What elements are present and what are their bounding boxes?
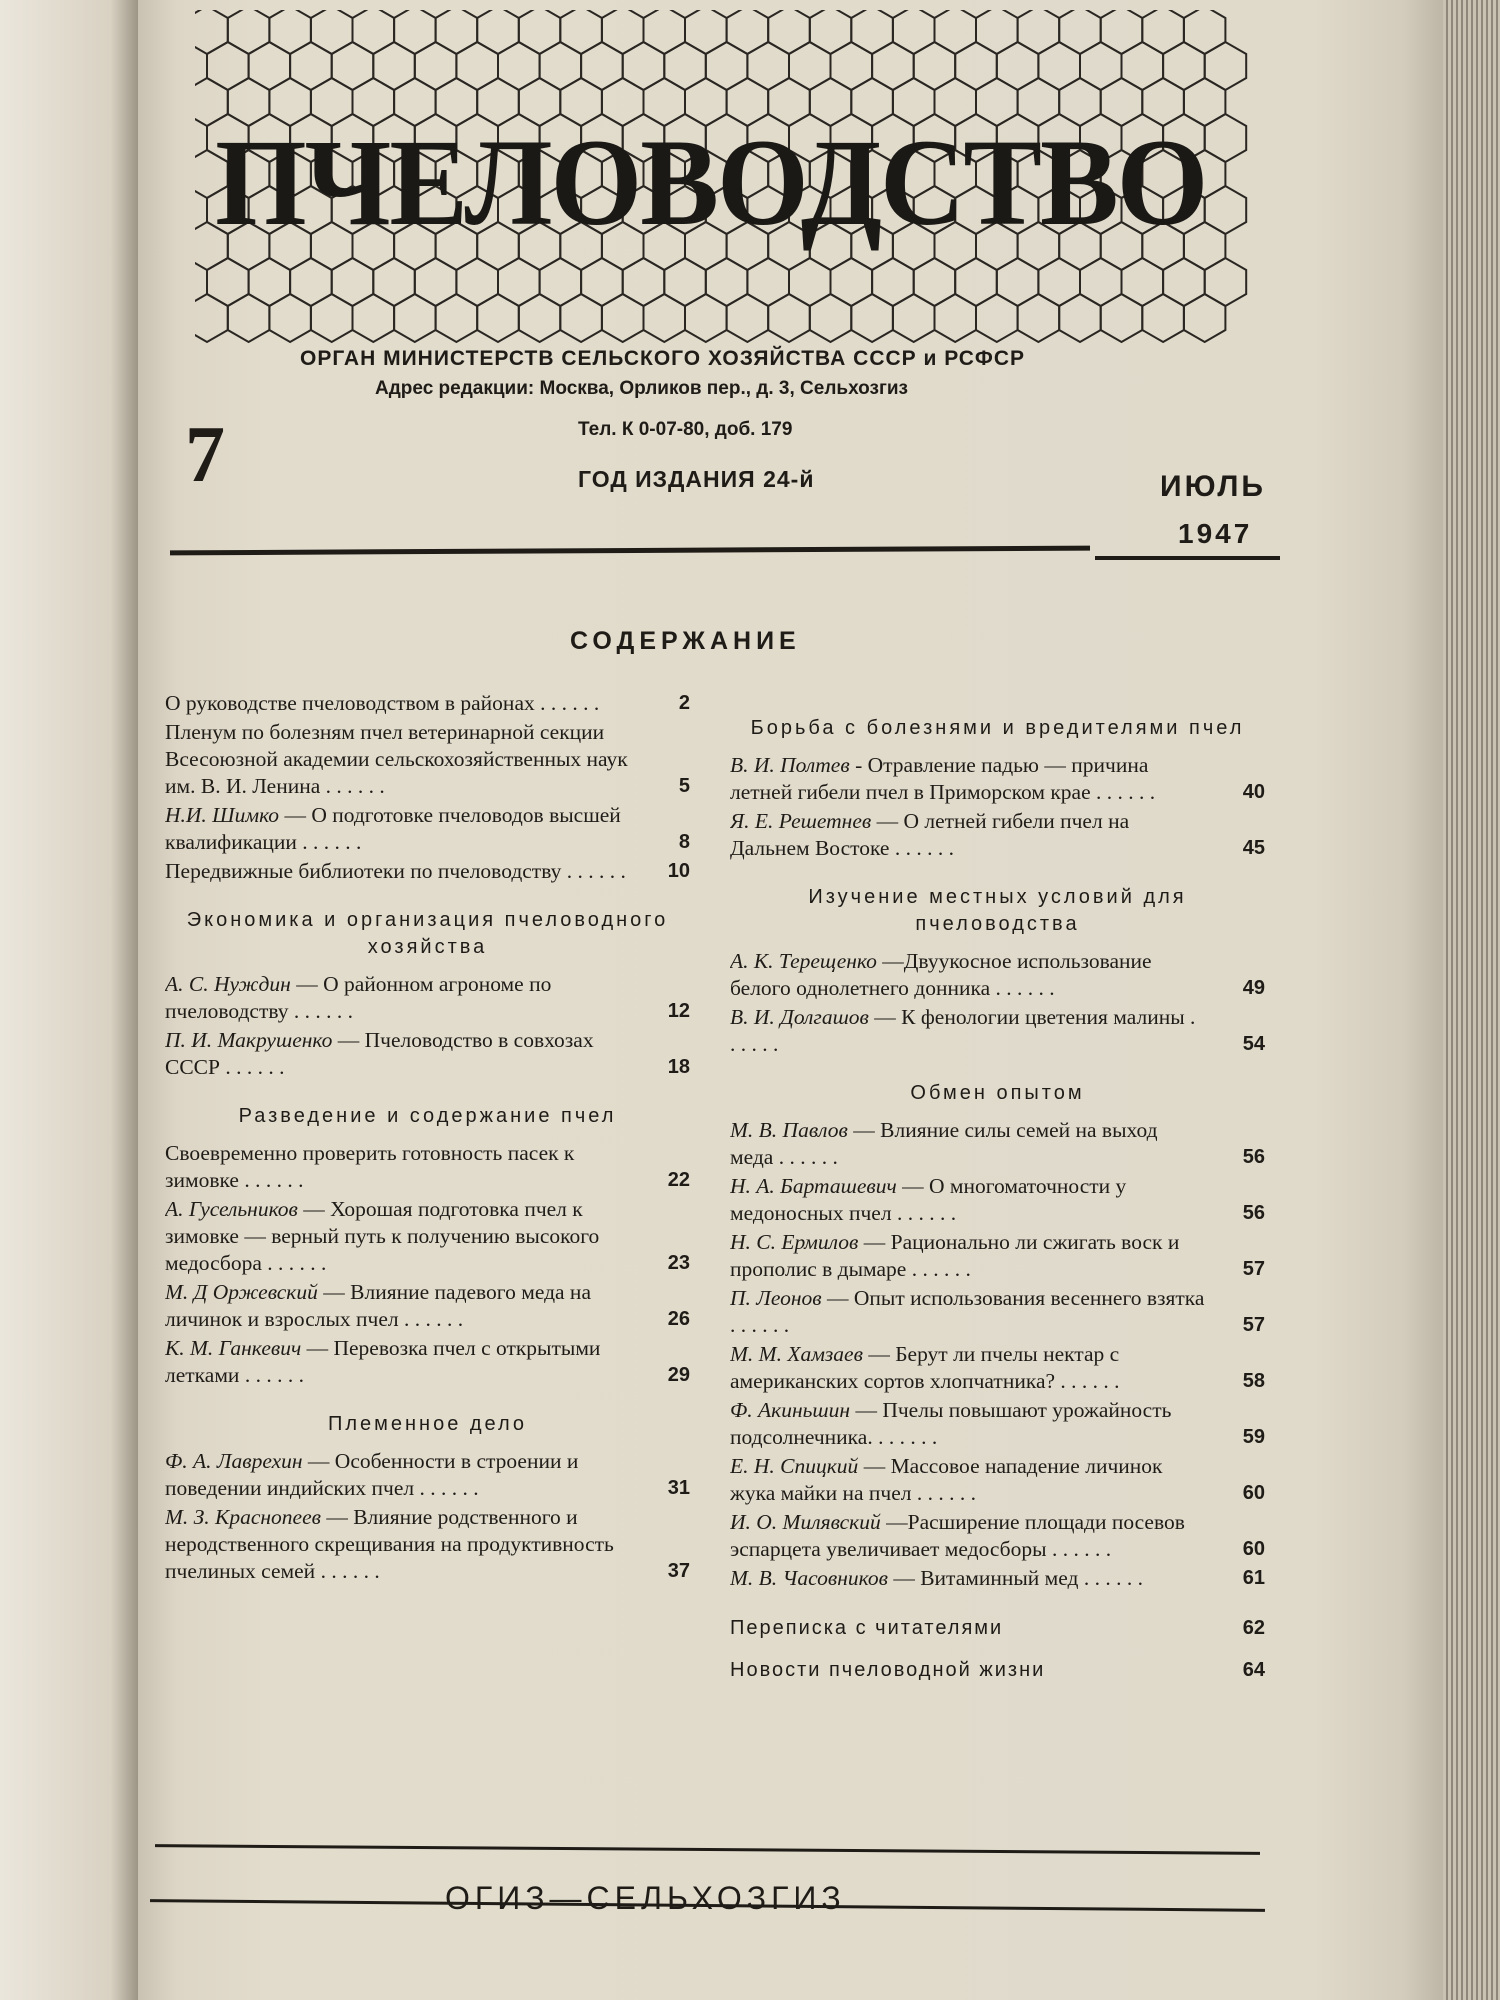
- issue-month: ИЮЛЬ: [1160, 470, 1266, 503]
- honeycomb-cell: [373, 258, 415, 306]
- honeycomb-cell: [498, 42, 540, 90]
- honeycomb-cell: [602, 294, 644, 342]
- honeycomb-cell: [810, 10, 852, 54]
- honeycomb-cell: [1059, 10, 1101, 54]
- publisher-organ: ОРГАН МИНИСТЕРСТВ СЕЛЬСКОГО ХОЗЯЙСТВА СССР и РСФСР: [300, 347, 1025, 370]
- honeycomb-cell: [935, 10, 977, 54]
- contents-entry: [730, 1565, 1265, 1592]
- honeycomb-cell: [540, 42, 582, 90]
- entry-author: Ф. А. Лаврехин: [165, 1449, 303, 1473]
- entry-page: 2: [678, 692, 690, 714]
- entry-author: Н. С. Ермилов: [730, 1230, 859, 1254]
- journal-title: ПЧЕЛОВОДСТВО: [215, 113, 1207, 252]
- honeycomb-cell: [747, 258, 789, 306]
- honeycomb-cell: [644, 10, 686, 54]
- entry-page: 57: [1242, 1258, 1265, 1280]
- honeycomb-cell: [1122, 258, 1164, 306]
- honeycomb-cell: [976, 10, 1018, 54]
- honeycomb-cell: [1205, 114, 1247, 162]
- honeycomb-cell: [768, 294, 810, 342]
- honeycomb-cell: [623, 258, 665, 306]
- contents-entry: [730, 1285, 1265, 1339]
- honeycomb-cell: [1184, 294, 1226, 342]
- entry-title: — Особенности в строении и поведении индийских пчел: [165, 1449, 579, 1500]
- honeycomb-cell: [1101, 294, 1143, 342]
- entry-title: — Пчеловодство в совхозах СССР: [165, 1028, 594, 1079]
- honeycomb-cell: [456, 258, 498, 306]
- issue-year: 1947: [1178, 518, 1253, 549]
- entry-title: — О подготовке пчеловодов высшей квалификации: [165, 803, 621, 854]
- entry-title: — Хорошая подготовка пчел к зимовке — верный путь к получению высокого медосбора: [165, 1197, 600, 1275]
- contents-entry: [165, 690, 690, 717]
- contents-entry: [165, 719, 690, 800]
- entry-text: [165, 1279, 630, 1333]
- section-heading-economics: Экономика и организация пчеловодного хозяйства: [186, 909, 669, 958]
- contents-entry: [730, 808, 1265, 862]
- entry-text: [730, 1509, 1205, 1563]
- entry-title: — К фенологии цветения малины: [874, 1005, 1185, 1029]
- entry-leader-dots: . . . . . .: [1046, 1537, 1112, 1561]
- entry-text: [730, 1004, 1205, 1058]
- honeycomb-cell: [685, 10, 727, 54]
- entry-author: М. В. Павлов: [730, 1118, 848, 1142]
- section-heading-diseases: Борьба с болезнями и вредителями пчел: [750, 717, 1245, 739]
- section-heading-breeding: Разведение и содержание пчел: [238, 1105, 617, 1127]
- entry-title: — О летней гибели пчел на Дальнем Востоке: [730, 809, 1130, 860]
- honeycomb-cell: [727, 10, 769, 54]
- entry-leader-dots: . . . . . .: [872, 1425, 938, 1449]
- contents-entry: [730, 1509, 1265, 1563]
- honeycomb-cell: [353, 10, 395, 54]
- honeycomb-cell: [1142, 10, 1184, 54]
- contents-entry: [165, 971, 690, 1025]
- honeycomb-cell: [872, 42, 914, 90]
- contents-left-column: [165, 690, 690, 1587]
- entry-text: [730, 1565, 1205, 1592]
- entry-title: О руководстве пчеловодством в районах: [165, 691, 535, 715]
- honeycomb-cell: [581, 258, 623, 306]
- entry-leader-dots: . . . . . .: [1055, 1369, 1120, 1393]
- honeycomb-cell: [228, 294, 270, 342]
- honeycomb-cell: [477, 294, 519, 342]
- entry-text: [165, 1448, 630, 1502]
- entry-text: [730, 1285, 1205, 1339]
- year-of-publication: ГОД ИЗДАНИЯ 24-й: [578, 466, 815, 492]
- contents-entry: [165, 1279, 690, 1333]
- honeycomb-cell: [831, 42, 873, 90]
- contents-entry: [730, 1173, 1265, 1227]
- entry-leader-dots: . . . . . .: [239, 1363, 304, 1387]
- honeycomb-cell: [456, 42, 498, 90]
- honeycomb-cell: [353, 294, 395, 342]
- entry-leader-dots: . . . . . .: [238, 1168, 304, 1192]
- entry-page: 60: [1242, 1538, 1265, 1560]
- honeycomb-cell: [269, 294, 311, 342]
- honeycomb-cell: [519, 10, 561, 54]
- entry-leader-dots: . . . . . .: [773, 1145, 838, 1169]
- entry-leader-dots: . . . . . .: [990, 976, 1055, 1000]
- honeycomb-cell: [560, 294, 602, 342]
- entry-page: 8: [678, 831, 690, 853]
- section-heading-exchange: Обмен опытом: [910, 1082, 1085, 1104]
- honeycomb-cell: [477, 10, 519, 54]
- entry-text: [730, 1397, 1205, 1451]
- honeycomb-cell: [207, 42, 249, 90]
- entry-page: 23: [667, 1252, 690, 1274]
- contents-entry: [165, 1140, 690, 1194]
- entry-page: 12: [667, 1000, 690, 1022]
- honeycomb-cell: [747, 42, 789, 90]
- entry-leader-dots: . . . . . .: [315, 1559, 380, 1583]
- entry-author: М. З. Краснопеев: [165, 1505, 321, 1529]
- contents-entry: [165, 858, 690, 885]
- contents-entry: [165, 802, 690, 856]
- honeycomb-cell: [1038, 258, 1080, 306]
- honeycomb-cell: [1142, 294, 1184, 342]
- honeycomb-cell: [664, 258, 706, 306]
- honeycomb-cell: [581, 42, 623, 90]
- entry-author: Ф. Акиньшин: [730, 1398, 851, 1422]
- facing-page-edge: [0, 0, 138, 2000]
- entry-author: В. И. Долгашов: [730, 1005, 869, 1029]
- entry-page: 22: [667, 1169, 690, 1191]
- honeycomb-cell: [872, 258, 914, 306]
- honeycomb-cell: [394, 10, 436, 54]
- honeycomb-cell: [955, 42, 997, 90]
- honeycomb-cell: [893, 294, 935, 342]
- honeycomb-cell: [1038, 42, 1080, 90]
- honeycomb-cell: [727, 294, 769, 342]
- editorial-phone: Тел. К 0-07-80, доб. 179: [578, 419, 793, 440]
- entry-author: Я. Е. Решетнев: [730, 809, 872, 833]
- contents-entry: [730, 1341, 1265, 1395]
- honeycomb-cell: [560, 10, 602, 54]
- entry-leader-dots: . . . . . .: [398, 1307, 464, 1331]
- honeycomb-cell: [1205, 186, 1247, 234]
- honeycomb-cell: [602, 10, 644, 54]
- honeycomb-cell: [1080, 42, 1122, 90]
- entry-page: 45: [1242, 837, 1265, 859]
- issue-number: 7: [185, 411, 225, 499]
- contents-entry: [165, 1448, 690, 1502]
- entry-title: —Расширение площади посевов эспарцета увеличивает медосборы: [730, 1510, 1185, 1561]
- entry-page: 31: [667, 1477, 690, 1499]
- honeycomb-cell: [195, 294, 228, 342]
- honeycomb-cell: [997, 258, 1039, 306]
- entry-leader-dots: . . . . . .: [219, 1055, 285, 1079]
- contents-entry: [165, 1504, 690, 1585]
- entry-title: - Отравление падью — причина летней гибели пчел в Приморском крае: [730, 753, 1149, 804]
- header-rule-right: [1095, 556, 1280, 560]
- honeycomb-cell: [373, 42, 415, 90]
- honeycomb-cell: [976, 294, 1018, 342]
- entry-text: [730, 1173, 1205, 1227]
- entry-text: [730, 752, 1205, 806]
- entry-page: 62: [1242, 1617, 1265, 1639]
- honeycomb-cell: [311, 294, 353, 342]
- section-heading-tribal: Племенное дело: [327, 1413, 528, 1435]
- honeycomb-cell: [332, 258, 374, 306]
- honeycomb-cell: [207, 258, 249, 306]
- section-heading-local: Изучение местных условий для пчеловодства: [808, 886, 1187, 935]
- entry-title: — Перевозка пчел с открытыми летками: [165, 1336, 601, 1387]
- honeycomb-cell: [1101, 10, 1143, 54]
- entry-page: 59: [1242, 1426, 1265, 1448]
- contents-entry: [730, 1117, 1265, 1171]
- entry-title: — Влияние силы семей на выход меда: [730, 1118, 1158, 1169]
- contents-entry: [165, 1335, 690, 1389]
- entry-title: — Массовое нападение личинок жука майки на пчел: [730, 1454, 1163, 1505]
- honeycomb-cell: [1163, 42, 1205, 90]
- entry-author: Н.И. Шимко: [165, 803, 280, 827]
- honeycomb-cell: [706, 42, 748, 90]
- honeycomb-cell: [249, 258, 291, 306]
- entry-title: — Пчелы повышают урожайность подсолнечника.: [730, 1398, 1172, 1449]
- contents-entry: [730, 1397, 1265, 1451]
- entry-text: [730, 1341, 1205, 1395]
- honeycomb-cell: [851, 10, 893, 54]
- entry-leader-dots: . . . . . .: [730, 1005, 1196, 1056]
- honeycomb-cell: [664, 42, 706, 90]
- entry-leader-dots: . . . . . .: [261, 1251, 327, 1275]
- contents-right-column: [730, 715, 1265, 1686]
- entry-page: 49: [1242, 977, 1265, 999]
- honeycomb-cell: [893, 10, 935, 54]
- entry-text: [165, 1196, 630, 1277]
- entry-author: В. И. Полтев: [730, 753, 850, 777]
- honeycomb-cell: [685, 294, 727, 342]
- honeycomb-cell: [394, 294, 436, 342]
- honeycomb-cell: [1018, 294, 1060, 342]
- entry-leader-dots: . . . . . .: [891, 1201, 957, 1225]
- publisher-footer: ОГИЗ—СЕЛЬХОЗГИЗ: [445, 1880, 846, 1916]
- entry-page: 37: [667, 1560, 690, 1582]
- contents-heading: СОДЕРЖАНИЕ: [570, 627, 801, 655]
- entry-leader-dots: . . . . . .: [561, 859, 626, 883]
- honeycomb-cell: [249, 42, 291, 90]
- entry-page: 56: [1242, 1146, 1265, 1168]
- honeycomb-cell: [1205, 258, 1247, 306]
- entry-author: П. Леонов: [730, 1286, 822, 1310]
- entry-author: М. М. Хамзаев: [730, 1342, 863, 1366]
- entry-page: 58: [1242, 1370, 1265, 1392]
- entry-page: 56: [1242, 1202, 1265, 1224]
- entry-title: — Витаминный мед: [893, 1566, 1079, 1590]
- entry-author: А. Гусельников: [165, 1197, 298, 1221]
- entry-title: Передвижные библиотеки по пчеловодству: [165, 859, 562, 883]
- contents-entry: [730, 752, 1265, 806]
- entry-leader-dots: . . . . . .: [320, 774, 385, 798]
- entry-text: [165, 802, 630, 856]
- entry-author: М. В. Часовников: [730, 1566, 888, 1590]
- entry-title: — О районном агрономе по пчеловодству: [165, 972, 552, 1023]
- honeycomb-cell: [644, 294, 686, 342]
- honeycomb-cell: [436, 294, 478, 342]
- entry-title: Пленум по болезням пчел ветеринарной секции Всесоюзной академии сельскохозяйственных наук им. В. И. Ленина: [165, 720, 628, 798]
- honeycomb-cell: [851, 294, 893, 342]
- honeycomb-cell: [415, 42, 457, 90]
- honeycomb-cell: [768, 10, 810, 54]
- honeycomb-cell: [789, 42, 831, 90]
- entry-page: 10: [667, 860, 690, 882]
- contents-entry: [730, 1229, 1265, 1283]
- honeycomb-cell: [290, 258, 332, 306]
- honeycomb-cell: [290, 42, 332, 90]
- contents-entry: [165, 1027, 690, 1081]
- entry-leader-dots: . . . . . .: [288, 999, 354, 1023]
- entry-title: — Опыт использования весеннего взятка: [826, 1286, 1205, 1310]
- entry-text: [165, 971, 630, 1025]
- honeycomb-cell: [1080, 258, 1122, 306]
- book-page-edges: [1443, 0, 1500, 2000]
- entry-leader-dots: . . . . . .: [906, 1257, 971, 1281]
- entry-text: [165, 1504, 630, 1585]
- entry-page: 40: [1242, 781, 1265, 803]
- honeycomb-cell: [623, 42, 665, 90]
- editorial-address: Адрес редакции: Москва, Орликов пер., д. 3, Сельхозгиз: [375, 378, 909, 399]
- entry-author: А. С. Нуждин: [165, 972, 291, 996]
- entry-text: [165, 1027, 630, 1081]
- entry-title: — Берут ли пчелы нектар с американских сортов хлопчатника?: [730, 1342, 1120, 1393]
- entry-leader-dots: . . . . . .: [1078, 1566, 1143, 1590]
- entry-title: — Влияние родственного и неродственного скрещивания на продуктивность пчелиных семей: [165, 1505, 614, 1583]
- entry-author: А. К. Терещенко: [730, 949, 877, 973]
- honeycomb-cell: [1018, 10, 1060, 54]
- honeycomb-cell: [415, 258, 457, 306]
- honeycomb-cell: [269, 10, 311, 54]
- entry-title: — Влияние падевого меда на личинок и взрослых пчел: [165, 1280, 591, 1331]
- honeycomb-cell: [914, 258, 956, 306]
- entry-leader-dots: . . . . . .: [414, 1476, 479, 1500]
- entry-author: К. М. Ганкевич: [165, 1336, 302, 1360]
- entry-page: 29: [667, 1364, 690, 1386]
- honeycomb-cell: [228, 10, 270, 54]
- honeycomb-cell: [997, 42, 1039, 90]
- entry-text: [165, 719, 630, 800]
- entry-text: [165, 690, 630, 717]
- contents-entry: [165, 1196, 690, 1277]
- entry-page: 54: [1242, 1033, 1265, 1055]
- entry-page: 61: [1242, 1567, 1265, 1589]
- honeycomb-cell: [540, 258, 582, 306]
- honeycomb-cell: [498, 258, 540, 306]
- contents-entry: [730, 1453, 1265, 1507]
- honeycomb-cell: [1205, 42, 1247, 90]
- entry-text: [165, 1140, 630, 1194]
- honeycomb-cell: [195, 10, 228, 54]
- contents-entry: [730, 1004, 1265, 1058]
- contents-entry-correspondence: [730, 1614, 1265, 1642]
- entry-text: [730, 948, 1205, 1002]
- entry-text: [165, 858, 630, 885]
- entry-page: 57: [1242, 1314, 1265, 1336]
- entry-title: —Двуукосное использование белого однолетнего донника: [730, 949, 1152, 1000]
- entry-title: Переписка с читателями: [730, 1617, 1004, 1639]
- honeycomb-cell: [1163, 258, 1205, 306]
- honeycomb-cell: [935, 294, 977, 342]
- entry-title: Своевременно проверить готовность пасек к зимовке: [165, 1141, 575, 1192]
- entry-title: Новости пчеловодной жизни: [730, 1659, 1046, 1681]
- entry-author: Н. А. Барташевич: [730, 1174, 897, 1198]
- honeycomb-cell: [332, 42, 374, 90]
- entry-page: 60: [1242, 1482, 1265, 1504]
- honeycomb-cell: [831, 258, 873, 306]
- entry-author: П. И. Макрушенко: [165, 1028, 333, 1052]
- contents-entry-news: [730, 1656, 1265, 1684]
- entry-leader-dots: . . . . . .: [911, 1481, 976, 1505]
- honeycomb-cell: [1059, 294, 1101, 342]
- honeycomb-cell: [311, 10, 353, 54]
- honeycomb-cell: [810, 294, 852, 342]
- entry-page: 26: [667, 1308, 690, 1330]
- honeycomb-cell: [1184, 10, 1226, 54]
- honeycomb-cell: [789, 258, 831, 306]
- entry-text: [165, 1335, 630, 1389]
- entry-title: — Рационально ли сжигать воск и прополис в дымаре: [730, 1230, 1180, 1281]
- entry-text: [730, 1453, 1205, 1507]
- entry-author: Е. Н. Спицкий: [730, 1454, 859, 1478]
- entry-text: [730, 1229, 1205, 1283]
- entry-text: [730, 1117, 1205, 1171]
- honeycomb-cell: [436, 10, 478, 54]
- honeycomb-cell: [914, 42, 956, 90]
- entry-leader-dots: . . . . . .: [889, 836, 954, 860]
- entry-leader-dots: . . . . . .: [730, 1313, 790, 1337]
- honeycomb-cell: [955, 258, 997, 306]
- entry-leader-dots: . . . . . .: [1090, 780, 1156, 804]
- entry-page: 64: [1242, 1659, 1265, 1681]
- entry-title: — О многоматочности у медоносных пчел: [730, 1174, 1127, 1225]
- entry-leader-dots: . . . . . .: [296, 830, 362, 854]
- entry-page: 18: [667, 1056, 690, 1078]
- entry-author: И. О. Милявский: [730, 1510, 881, 1534]
- entry-text: [730, 808, 1205, 862]
- honeycomb-cell: [706, 258, 748, 306]
- entry-author: М. Д Оржевский: [165, 1280, 318, 1304]
- entry-leader-dots: . . . . . .: [534, 691, 600, 715]
- honeycomb-cell: [1122, 42, 1164, 90]
- entry-page: 5: [678, 775, 690, 797]
- contents-entry: [730, 948, 1265, 1002]
- honeycomb-cell: [519, 294, 561, 342]
